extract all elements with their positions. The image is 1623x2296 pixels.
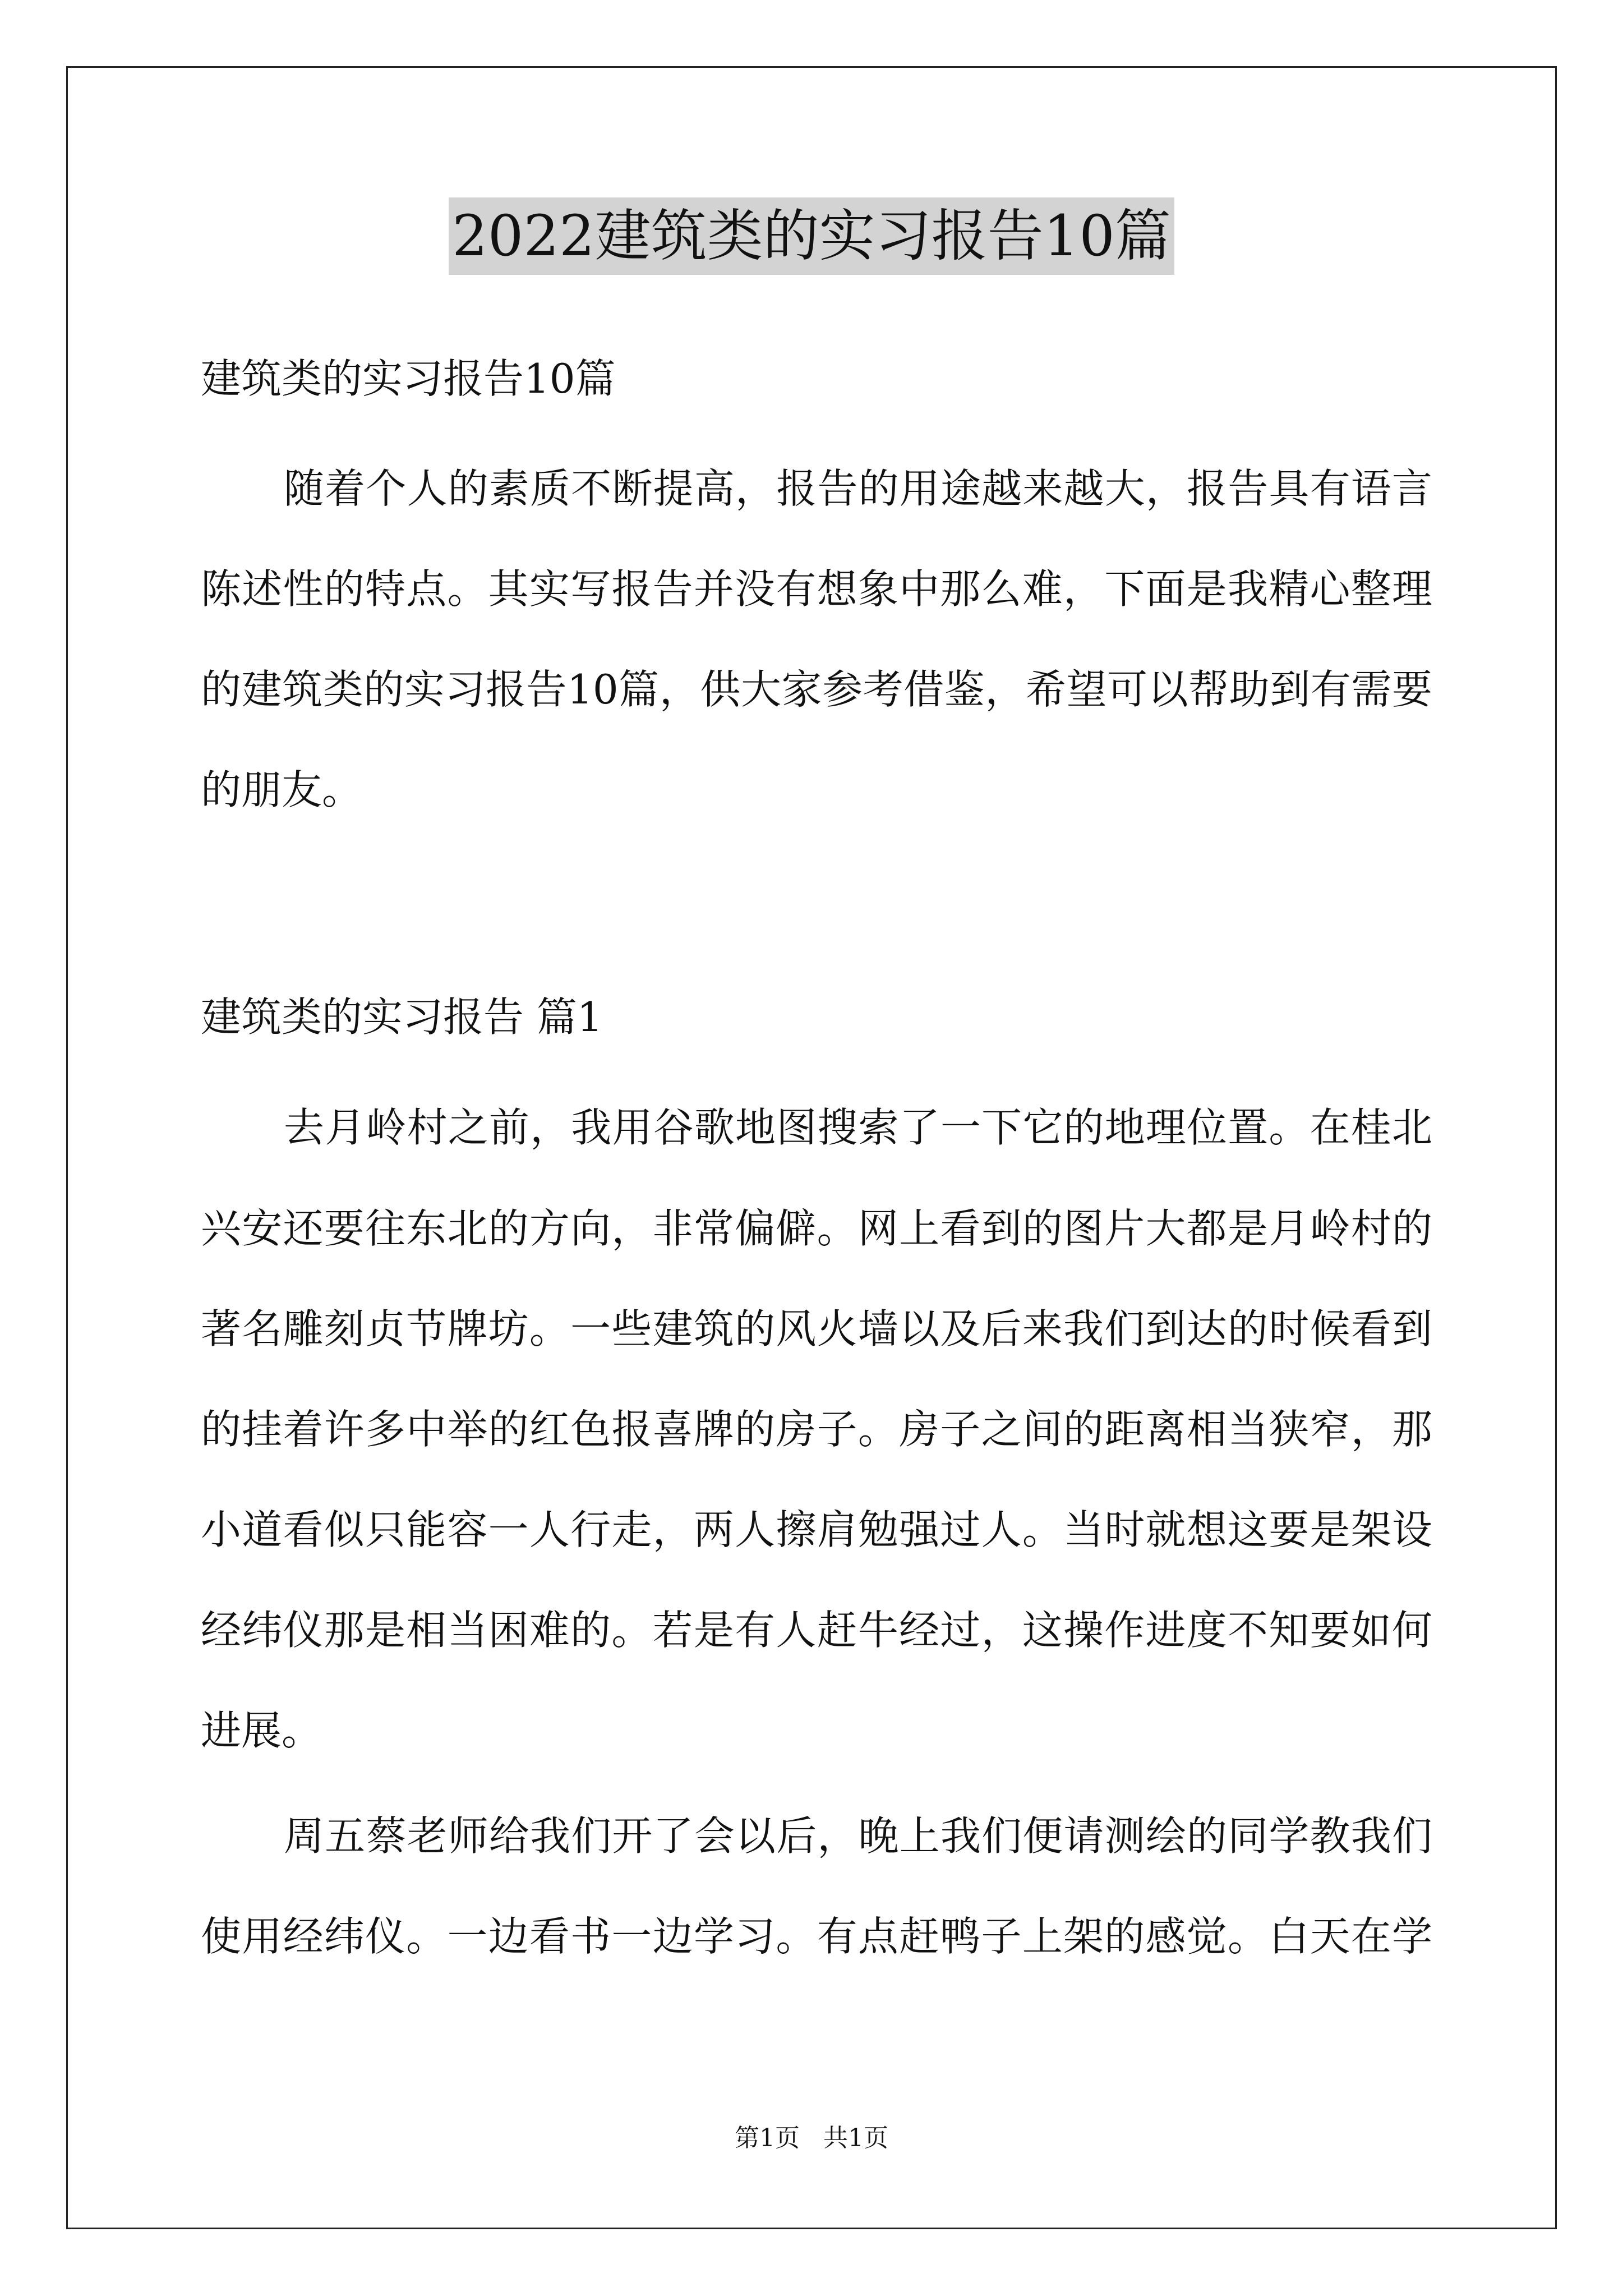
paragraph-line: 小道看似只能容一人行走，两人擦肩勉强过人。当时就想这要是架设 (201, 1506, 1432, 1553)
paragraph-line: 兴安还要往东北的方向，非常偏僻。网上看到的图片大都是月岭村的 (201, 1205, 1432, 1252)
document-subtitle: 建筑类的实习报告10篇 (201, 355, 616, 402)
page-footer: 第1页 共1页 (735, 2124, 888, 2152)
paragraph-line: 进展。 (201, 1707, 322, 1754)
intro-line: 随着个人的素质不断提高，报告的用途越来越大，报告具有语言 (284, 465, 1432, 512)
title-container (0, 197, 1623, 275)
paragraph-line: 去月岭村之前，我用谷歌地图搜索了一下它的地理位置。在桂北 (284, 1104, 1432, 1151)
paragraph-line: 使用经纬仪。一边看书一边学习。有点赶鸭子上架的感觉。白天在学 (201, 1913, 1432, 1960)
section-heading: 建筑类的实习报告 篇1 (201, 993, 603, 1041)
intro-line: 陈述性的特点。其实写报告并没有想象中那么难，下面是我精心整理 (201, 565, 1432, 613)
intro-line: 的建筑类的实习报告10篇，供大家参考借鉴，希望可以帮助到有需要 (201, 666, 1432, 713)
document-title: 2022建筑类的实习报告10篇 (449, 197, 1174, 275)
paragraph-line: 的挂着许多中举的红色报喜牌的房子。房子之间的距离相当狭窄，那 (201, 1406, 1432, 1453)
paragraph-line: 著名雕刻贞节牌坊。一些建筑的风火墙以及后来我们到达的时候看到 (201, 1305, 1432, 1352)
paragraph-line: 经纬仪那是相当困难的。若是有人赶牛经过，这操作进度不知要如何 (201, 1607, 1432, 1654)
intro-line: 的朋友。 (201, 766, 363, 813)
paragraph-line: 周五蔡老师给我们开了会以后，晚上我们便请测绘的同学教我们 (284, 1812, 1432, 1860)
